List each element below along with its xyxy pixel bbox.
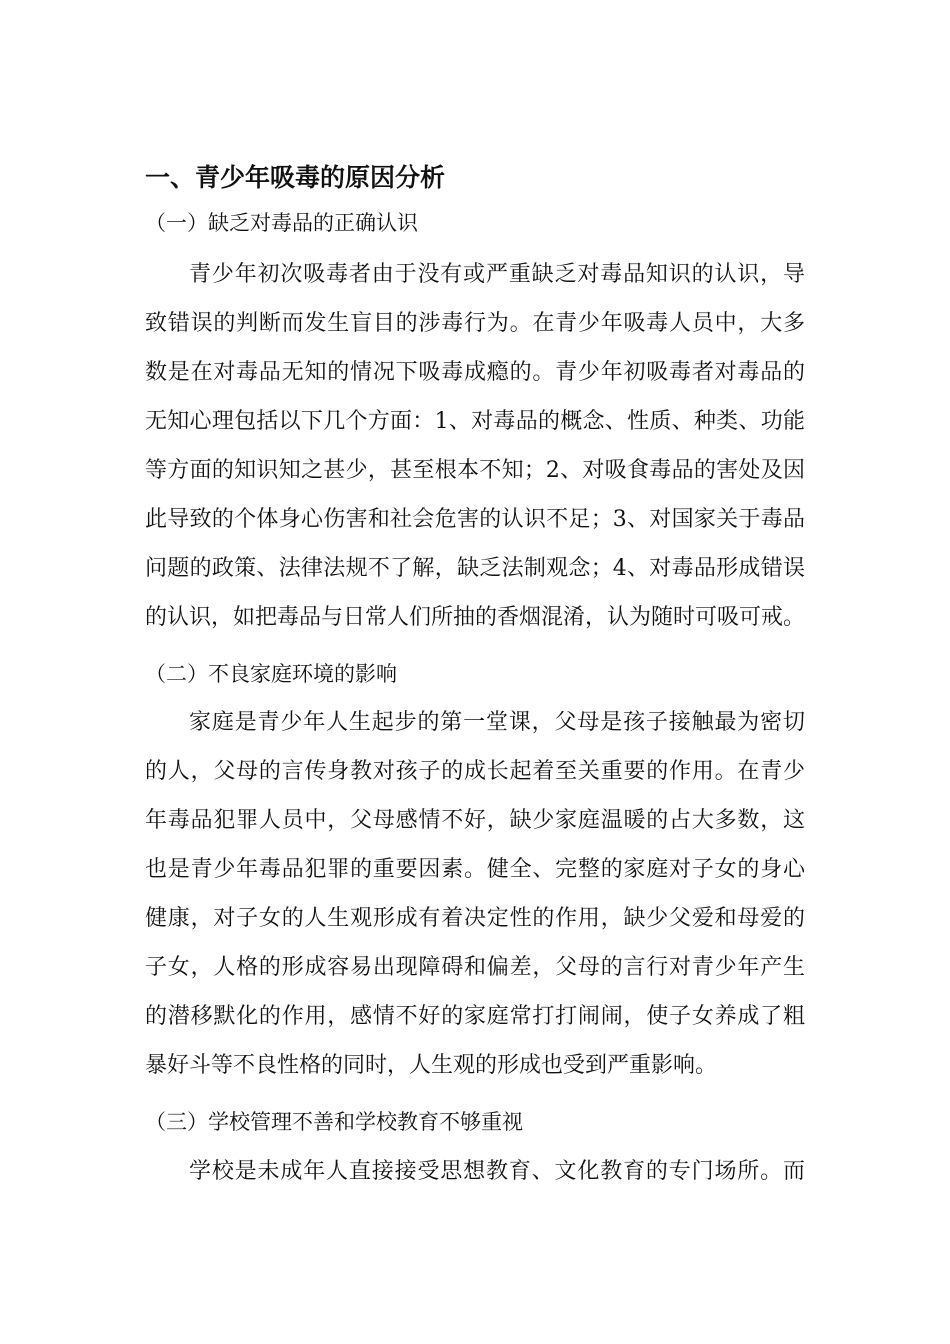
subsection-heading-1: （一）缺乏对毒品的正确认识	[145, 211, 418, 235]
subsection-heading-3: （三）学校管理不善和学校教育不够重视	[145, 1110, 523, 1134]
paragraph-line: 家庭是青少年人生起步的第一堂课，父母是孩子接触最为密切	[189, 710, 805, 735]
paragraph-line: 致错误的判断而发生盲目的涉毒行为。在青少年吸毒人员中，大多	[145, 311, 805, 336]
paragraph-line: 的潜移默化的作用，感情不好的家庭常打打闹闹，使子女养成了粗	[145, 1004, 805, 1029]
subsection-heading-2: （二）不良家庭环境的影响	[145, 662, 397, 686]
paragraph-3	[145, 1147, 805, 1196]
paragraph-2	[145, 698, 805, 1090]
paragraph-line: 数是在对毒品无知的情况下吸毒成瘾的。青少年初吸毒者对毒品的	[145, 360, 805, 385]
paragraph-line: 无知心理包括以下几个方面：1、对毒品的概念、性质、种类、功能	[145, 409, 805, 434]
paragraph-line: 的认识，如把毒品与日常人们所抽的香烟混淆，认为随时可吸可戒。	[145, 605, 806, 630]
paragraph-line: 年毒品犯罪人员中，父母感情不好，缺少家庭温暖的占大多数，这	[145, 808, 805, 833]
paragraph-line: 此导致的个体身心伤害和社会危害的认识不足；3、对国家关于毒品	[145, 507, 805, 532]
paragraph-line: 暴好斗等不良性格的同时，人生观的形成也受到严重影响。	[145, 1053, 718, 1078]
paragraph-line: 等方面的知识知之甚少，甚至根本不知；2、对吸食毒品的害处及因	[145, 458, 805, 483]
paragraph-line: 青少年初次吸毒者由于没有或严重缺乏对毒品知识的认识，导	[189, 262, 805, 287]
paragraph-1	[145, 250, 805, 642]
paragraph-line: 子女，人格的形成容易出现障碍和偏差，父母的言行对青少年产生	[145, 955, 805, 980]
paragraph-line: 学校是未成年人直接接受思想教育、文化教育的专门场所。而	[189, 1159, 805, 1184]
section-title: 一、青少年吸毒的原因分析	[145, 163, 446, 192]
paragraph-line: 的人，父母的言传身教对孩子的成长起着至关重要的作用。在青少	[145, 759, 805, 784]
paragraph-line: 问题的政策、法律法规不了解，缺乏法制观念；4、对毒品形成错误	[145, 556, 805, 581]
paragraph-line: 也是青少年毒品犯罪的重要因素。健全、完整的家庭对子女的身心	[145, 857, 805, 882]
paragraph-line: 健康，对子女的人生观形成有着决定性的作用，缺少父爱和母爱的	[145, 906, 805, 931]
